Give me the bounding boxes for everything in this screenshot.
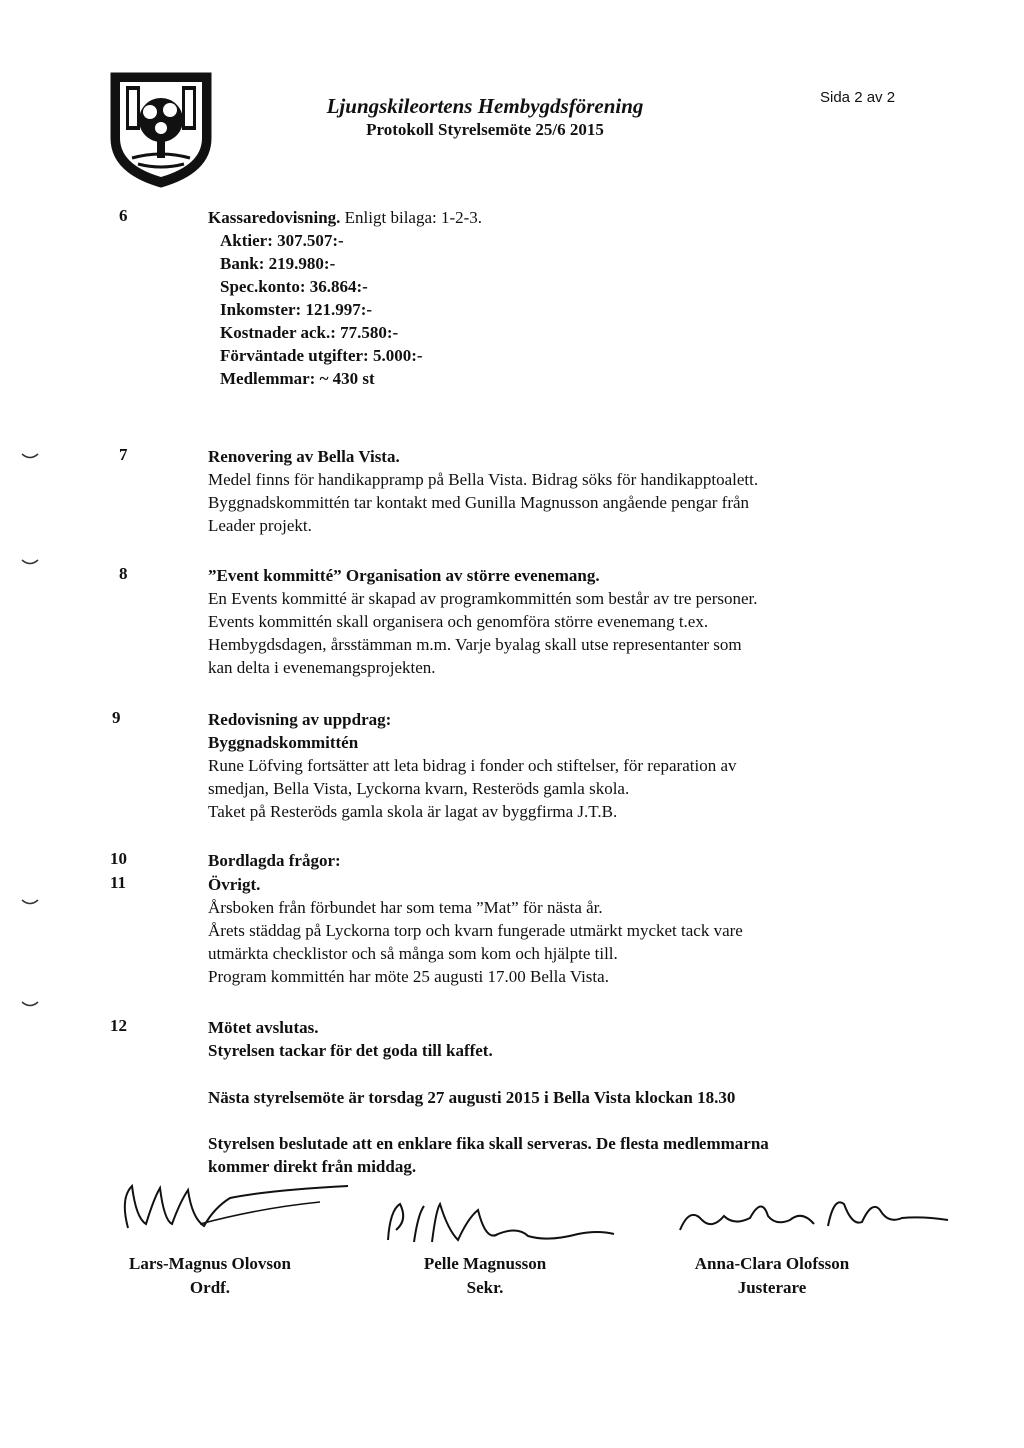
text-line: En Events kommitté är skapad av programkommittén som består av tre personer. — [208, 589, 758, 608]
page-number: Sida 2 av 2 — [820, 89, 896, 106]
margin-mark-icon — [20, 452, 40, 462]
item-heading: Övrigt. — [208, 875, 261, 894]
item-8-event-committee — [208, 564, 758, 679]
item-heading-rest: Enligt bilaga: 1-2-3. — [340, 208, 483, 227]
cash-line: Bank: 219.980:- — [220, 254, 336, 273]
cash-line: Aktier: 307.507:- — [220, 231, 344, 250]
item-10-tabled — [208, 849, 341, 872]
text-line: Årets städdag på Lyckorna torp och kvarn fungerade utmärkt mycket tack vare — [208, 921, 743, 940]
note-line: kommer direkt från middag. — [208, 1157, 417, 1176]
item-number: 12 — [110, 1016, 127, 1035]
item-heading: Renovering av Bella Vista. — [208, 447, 400, 466]
margin-mark-icon — [20, 898, 40, 908]
item-heading: Redovisning av uppdrag: — [208, 710, 392, 729]
cash-line: Inkomster: 121.997:- — [220, 300, 373, 319]
text-line: Taket på Resteröds gamla skola är lagat av byggfirma J.T.B. — [208, 802, 618, 821]
item-subheading: Byggnadskommittén — [208, 733, 359, 752]
association-name: Ljungskileortens Hembygdsförening — [326, 94, 644, 118]
item-number: 7 — [119, 445, 128, 464]
cash-line: Förväntade utgifter: 5.000:- — [220, 346, 423, 365]
protocol-title: Protokoll Styrelsemöte 25/6 2015 — [366, 120, 604, 139]
text-line: Hembygdsdagen, årsstämman m.m. Varje byalag skall utse representanter som — [208, 635, 742, 654]
signatory-role: Justerare — [737, 1278, 807, 1297]
signatory-name: Anna-Clara Olofsson — [694, 1254, 850, 1273]
item-9-assignments — [208, 708, 737, 823]
item-11-other — [208, 873, 743, 988]
crest-logo-icon — [104, 60, 218, 190]
text-line: Leader projekt. — [208, 516, 312, 535]
cash-line: Spec.konto: 36.864:- — [220, 277, 368, 296]
text-line: Program kommittén har möte 25 augusti 17.00 Bella Vista. — [208, 967, 609, 986]
item-number: 11 — [110, 873, 127, 892]
signatory-role: Ordf. — [189, 1278, 231, 1297]
item-7-renovation — [208, 445, 758, 537]
next-meeting: Nästa styrelsemöte är torsdag 27 augusti 2015 i Bella Vista klockan 18.30 — [208, 1088, 736, 1107]
item-number: 9 — [112, 708, 121, 727]
text-line: kan delta i evenemangsprojekten. — [208, 658, 436, 677]
text-line: Events kommittén skall organisera och genomföra större evenemang t.ex. — [208, 612, 709, 631]
item-number: 6 — [119, 206, 128, 225]
item-12-closing — [208, 1016, 493, 1062]
item-heading: ”Event kommitté” Organisation av större evenemang. — [208, 566, 600, 585]
item-number: 10 — [110, 849, 127, 868]
signature-icon — [110, 1168, 360, 1248]
text-line: Medel finns för handikappramp på Bella Vista. Bidrag söks för handikapptoalett. — [208, 470, 759, 489]
signatory-name: Lars-Magnus Olovson — [129, 1254, 291, 1273]
cash-line: Medlemmar: ~ 430 st — [220, 369, 375, 388]
item-number: 8 — [119, 564, 128, 583]
text-line: Rune Löfving fortsätter att leta bidrag i fonder och stiftelser, för reparation av — [208, 756, 737, 775]
signatory-name: Pelle Magnusson — [423, 1254, 547, 1273]
item-heading: Bordlagda frågor: — [208, 851, 341, 870]
signature-icon — [672, 1186, 952, 1246]
text-line: Byggnadskommittén tar kontakt med Gunilla Magnusson angående pengar från — [208, 493, 750, 512]
text-line: Styrelsen tackar för det goda till kaffet. — [208, 1041, 493, 1060]
text-line: Årsboken från förbundet har som tema ”Mat” för nästa år. — [208, 898, 603, 917]
margin-mark-icon — [20, 558, 40, 568]
text-line: utmärkta checklistor och så många som kom och hjälpte till. — [208, 944, 618, 963]
margin-mark-icon — [20, 1000, 40, 1010]
signature-icon — [378, 1190, 618, 1260]
item-heading: Mötet avslutas. — [208, 1018, 319, 1037]
signatory-role: Sekr. — [466, 1278, 504, 1297]
note-line: Styrelsen beslutade att en enklare fika skall serveras. De flesta medlemmarna — [208, 1134, 769, 1153]
cash-line: Kostnader ack.: 77.580:- — [220, 323, 399, 342]
item-heading: Kassaredovisning. — [208, 208, 341, 227]
item-6-cash-report — [208, 206, 482, 390]
text-line: smedjan, Bella Vista, Lyckorna kvarn, Resteröds gamla skola. — [208, 779, 630, 798]
